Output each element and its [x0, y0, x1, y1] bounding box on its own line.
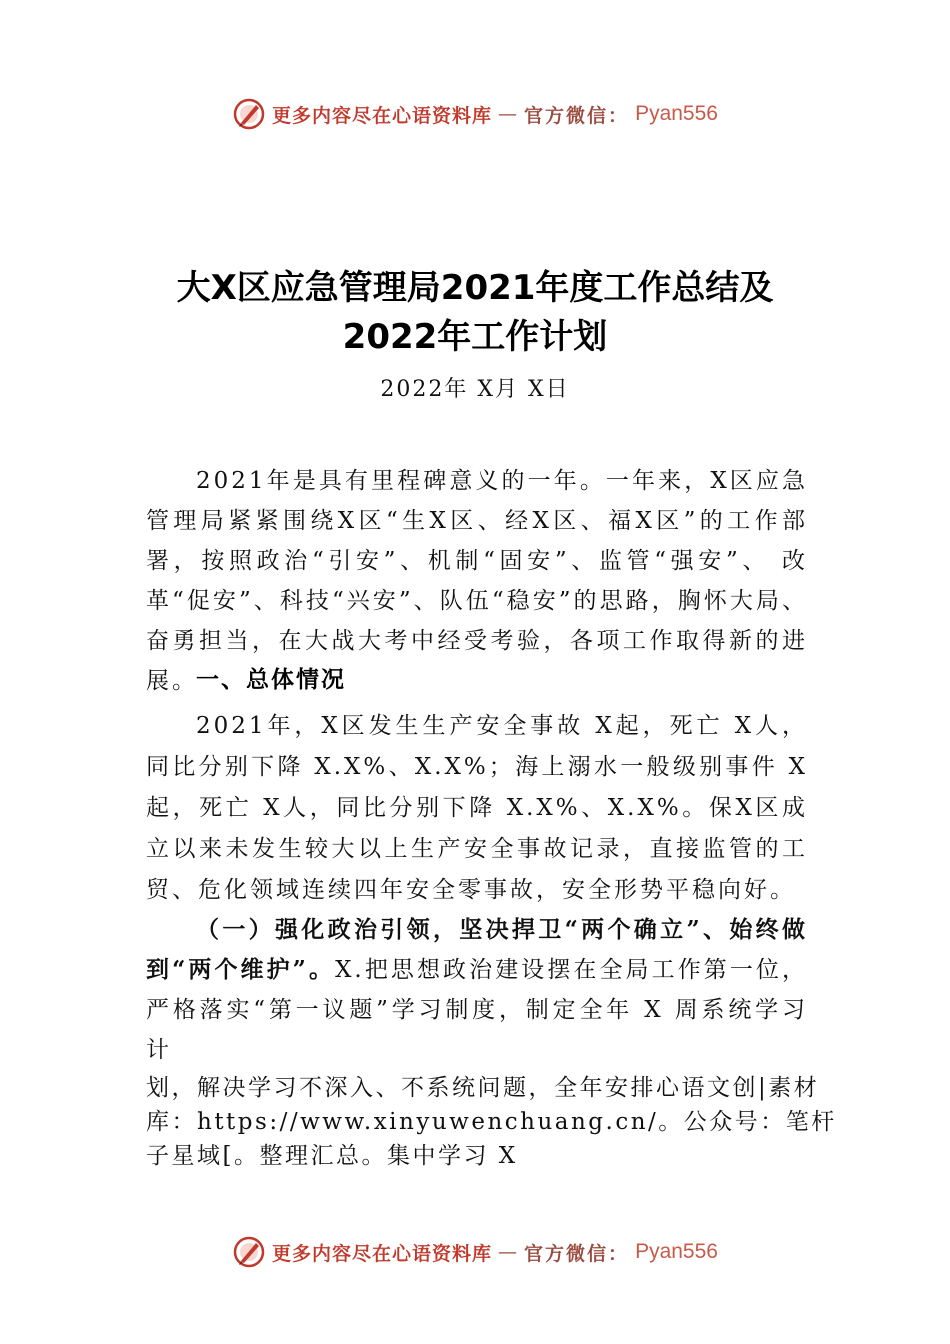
subsection-body: X.把思想政治建设摆在全局工作第一位，严格落实“第一议题”学习制度，制定全年 X 周系统学习计: [146, 957, 809, 1063]
section-heading-overview: 一、总体情况: [196, 667, 346, 693]
footer-watermark-banner: [0, 1232, 950, 1272]
banner-separator: —: [498, 103, 519, 125]
subsection-paragraph: [146, 910, 808, 1070]
watermark-paragraph: 划，解决学习不深入、不系统问题，全年安排心语文创|素材库：https://www.xinyuwenchuang.cn/。公众号：笔杆子星域[。整理汇总。集中学习 X: [146, 1075, 837, 1169]
banner-wechat-id: Pyan556: [635, 1240, 718, 1263]
document-title-line2: 2022年工作计划: [342, 317, 608, 357]
banner-text: 更多内容尽在心语资料库: [272, 104, 493, 127]
quill-pen-logo-icon: [232, 1235, 266, 1269]
header-watermark-banner: [0, 94, 950, 134]
intro-paragraph: 2021年是具有里程碑意义的一年。一年来，X区应急管理局紧紧围绕X区“生X区、经X区、福X区”的工作部署，按照政治“引安”、机制“固安”、监管“强安”、 改革“促安”、科技“兴安”、队伍“稳安”的思路，胸怀大局、奋勇担当，在大战大考中经受考验，各项工作取得新的进展。: [146, 468, 808, 694]
banner-wechat-label: 官方微信：: [524, 1242, 630, 1265]
banner-separator: —: [498, 1241, 519, 1263]
banner-wechat-id: Pyan556: [635, 102, 718, 125]
banner-wechat-label: 官方微信：: [524, 104, 630, 127]
banner-text: 更多内容尽在心语资料库: [272, 1242, 493, 1265]
overview-paragraph: 2021年，X区发生生产安全事故 X起，死亡 X人，同比分别下降 X.X%、X.X%；海上溺水一般级别事件 X起，死亡 X人，同比分别下降 X.X%、X.X%。保X区成立以来未发生较大以上生产安全事故记录，直接监管的工贸、危化领域连续四年安全零事故，安全形势平稳向好。: [146, 713, 808, 903]
document-date: 2022年 X月 X日: [380, 377, 570, 402]
quill-pen-logo-icon: [232, 97, 266, 131]
document-title-line1: 大X区应急管理局2021年度工作总结及: [176, 268, 774, 308]
subsection-heading: （一）强化政治引领，坚决捍卫“两个确立”、始终做到“两个维护”。: [146, 916, 808, 983]
